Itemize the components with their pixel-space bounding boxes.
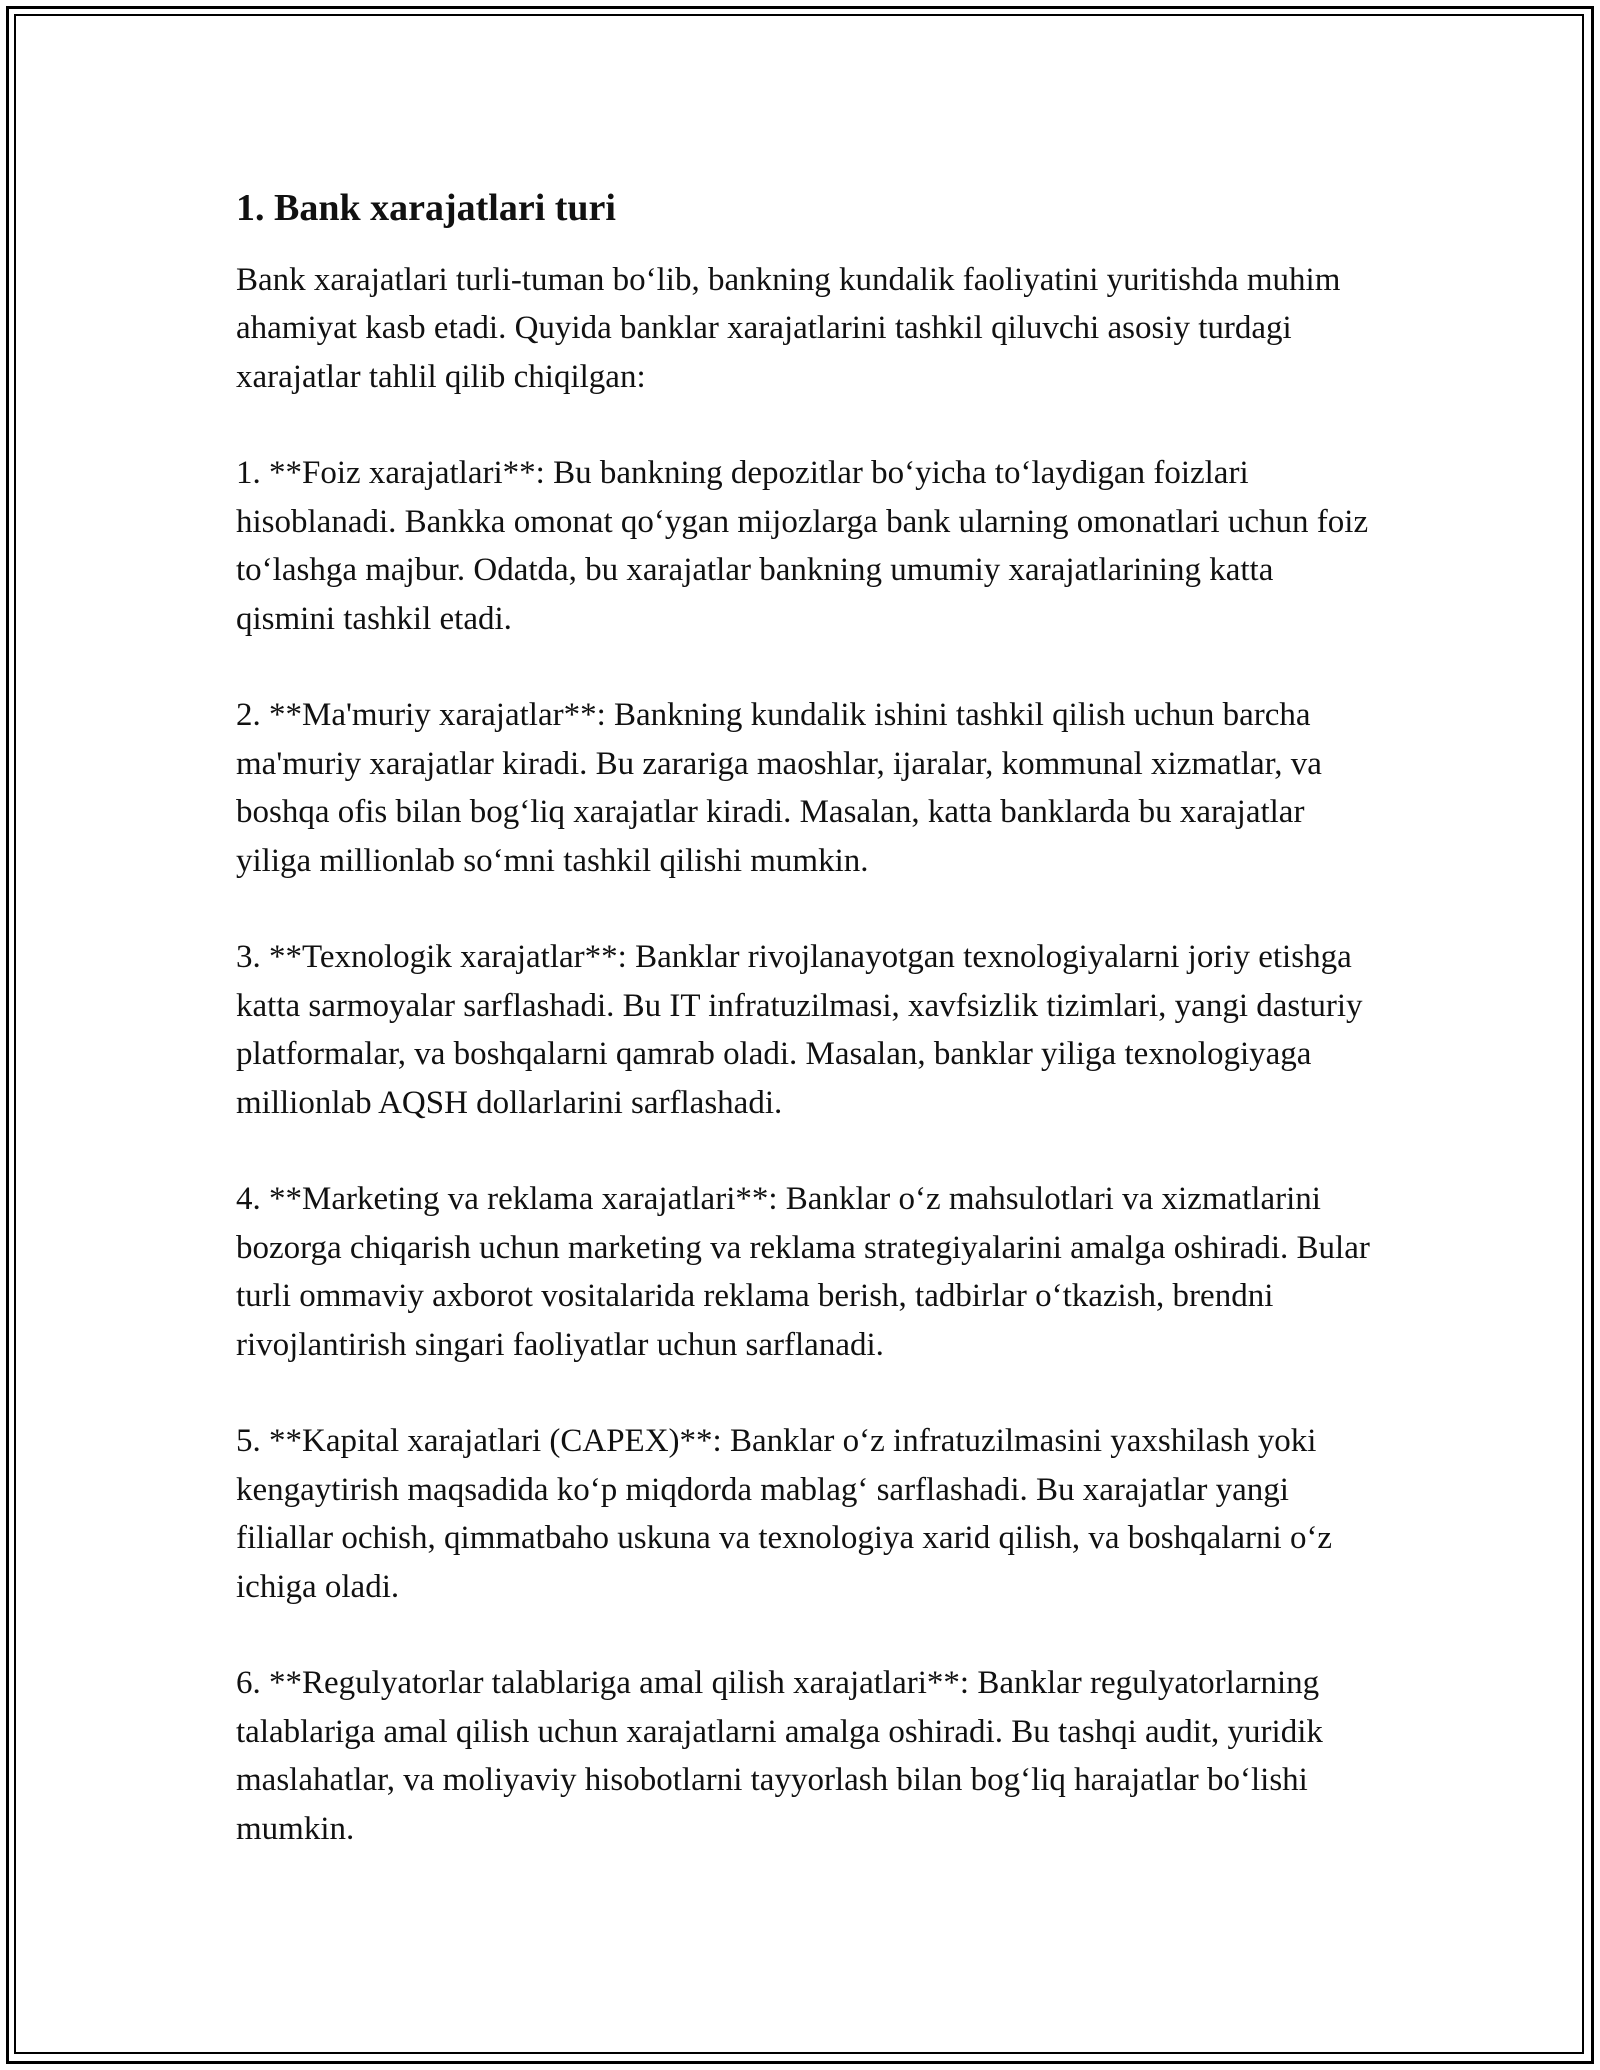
intro-paragraph: Bank xarajatlari turli-tuman bo‘lib, bankning kundalik faoliyatini yuritishda muhim ahamiyat kasb etadi. Quyida banklar xarajatlarini tashkil qiluvchi asosiy turdagi xarajatlar tahlil qilib chiqilgan:	[236, 261, 1341, 395]
item-interest-expenses: 1. **Foiz xarajatlari**: Bu bankning depozitlar bo‘yicha to‘laydigan foizlari hisoblanadi. Bankka omonat qo‘ygan mijozlarga bank ularning omonatlari uchun foiz to‘lashga majbur. Odatda, bu xarajatlar bankning umumiy xarajatlarining katta qismini tashkil etadi.	[236, 455, 1369, 637]
document-body	[236, 186, 1376, 1901]
item-marketing-expenses: 4. **Marketing va reklama xarajatlari**: Banklar o‘z mahsulotlari va xizmatlarini bozorga chiqarish uchun marketing va reklama strategiyalarini amalga oshiradi. Bular turli ommaviy axborot vositalarida reklama berish, tadbirlar o‘tkazish, brendni rivojlantirish singari faoliyatlar uchun sarflanadi.	[236, 1181, 1370, 1363]
item-technology-expenses: 3. **Texnologik xarajatlar**: Banklar rivojlanayotgan texnologiyalarni joriy etishga katta sarmoyalar sarflashadi. Bu IT infratuzilmasi, xavfsizlik tizimlari, yangi dasturiy platformalar, va boshqalarni qamrab oladi. Masalan, banklar yiliga texnologiyaga millionlab AQSH dollarlarini sarflashadi.	[236, 939, 1363, 1121]
item-administrative-expenses: 2. **Ma'muriy xarajatlar**: Bankning kundalik ishini tashkil qilish uchun barcha ma'muriy xarajatlar kiradi. Bu zarariga maoshlar, ijaralar, kommunal xizmatlar, va boshqa ofis bilan bog‘liq xarajatlar kiradi. Masalan, katta banklarda bu xarajatlar yiliga millionlab so‘mni tashkil qilishi mumkin.	[236, 697, 1322, 879]
item-capital-expenses: 5. **Kapital xarajatlari (CAPEX)**: Banklar o‘z infratuzilmasini yaxshilash yoki kengaytirish maqsadida ko‘p miqdorda mablag‘ sarflashadi. Bu xarajatlar yangi filiallar ochish, qimmatbaho uskuna va texnologiya xarid qilish, va boshqalarni o‘z ichiga oladi.	[236, 1423, 1333, 1605]
section-heading: 1. Bank xarajatlari turi	[236, 187, 616, 229]
item-regulatory-expenses: 6. **Regulyatorlar talablariga amal qilish xarajatlari**: Banklar regulyatorlarning talablariga amal qilish uchun xarajatlarni amalga oshiradi. Bu tashqi audit, yuridik maslahatlar, va moliyaviy hisobotlarni tayyorlash bilan bog‘liq harajatlar bo‘lishi mumkin.	[236, 1665, 1323, 1847]
